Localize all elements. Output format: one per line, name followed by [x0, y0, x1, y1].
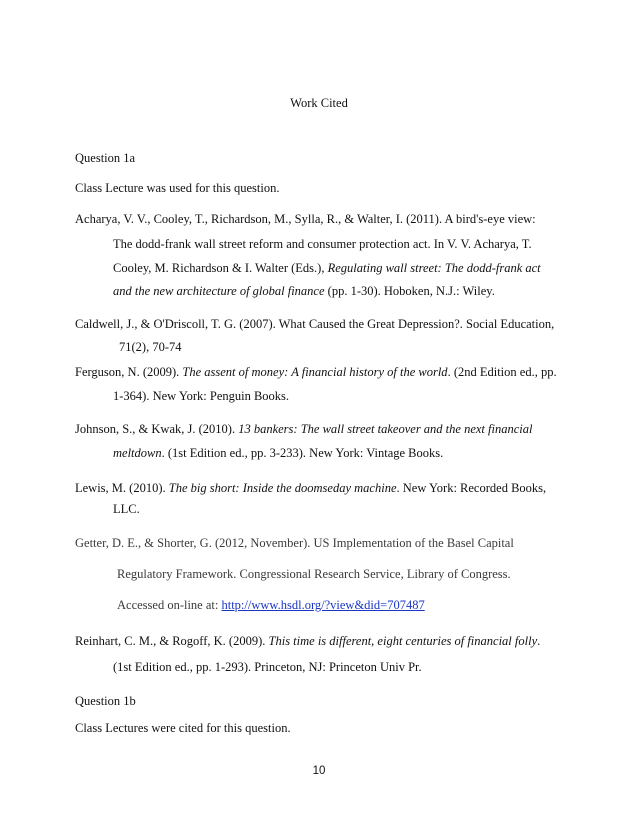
- ref-ferguson-line2: 1-364). New York: Penguin Books.: [113, 389, 290, 403]
- ref-acharya-book-title-cont: and the new architecture of global finance: [113, 284, 325, 298]
- page-number: 10: [312, 765, 326, 777]
- question-1a-note: Class Lecture was used for this question.: [75, 181, 280, 195]
- ref-acharya-editors: Cooley, M. Richardson & I. Walter (Eds.),: [113, 261, 328, 275]
- ref-johnson-publisher: . (1st Edition ed., pp. 3-233). New York: Vintage Books.: [161, 446, 444, 460]
- ref-acharya-line4: [113, 283, 495, 299]
- ref-johnson-title: 13 bankers: The wall street takeover and the next financial: [238, 422, 533, 436]
- ref-reinhart-author: Reinhart, C. M., & Rogoff, K. (2009).: [75, 634, 269, 648]
- ref-acharya-line3: [113, 260, 541, 276]
- ref-acharya-book-title: Regulating wall street: The dodd-frank act: [327, 261, 541, 275]
- question-1b-note: Class Lectures were cited for this question.: [75, 721, 291, 735]
- ref-reinhart-title: This time is different, eight centuries of financial folly: [268, 634, 538, 648]
- ref-acharya-line1: Acharya, V. V., Cooley, T., Richardson, M., Sylla, R., & Walter, I. (2011). A bird's-eye view:: [75, 212, 536, 226]
- ref-caldwell-line2: 71(2), 70-74: [119, 340, 182, 354]
- question-1a-heading: Question 1a: [75, 151, 136, 165]
- ref-getter-url-link[interactable]: http://www.hsdl.org/?view&did=707487: [221, 598, 425, 612]
- ref-ferguson-edition: . (2nd Edition ed., pp.: [447, 365, 557, 379]
- ref-acharya-publisher: (pp. 1-30). Hoboken, N.J.: Wiley.: [324, 284, 495, 298]
- ref-reinhart-period: .: [537, 634, 541, 648]
- ref-getter-line3: [117, 597, 425, 613]
- ref-getter-line1: Getter, D. E., & Shorter, G. (2012, November). US Implementation of the Basel Capital: [75, 536, 514, 550]
- ref-lewis-publisher: . New York: Recorded Books,: [396, 481, 547, 495]
- ref-johnson-author: Johnson, S., & Kwak, J. (2010).: [75, 422, 239, 436]
- ref-reinhart-line2: (1st Edition ed., pp. 1-293). Princeton, NJ: Princeton Univ Pr.: [113, 660, 422, 674]
- ref-lewis-line1: [75, 480, 546, 496]
- ref-johnson-line1: [75, 421, 532, 437]
- ref-johnson-title-cont: meltdown: [113, 446, 162, 460]
- ref-ferguson-line1: [75, 364, 557, 380]
- ref-johnson-line2: [113, 445, 443, 461]
- ref-caldwell-line1: Caldwell, J., & O'Driscoll, T. G. (2007). What Caused the Great Depression?. Social Education,: [75, 317, 555, 331]
- ref-reinhart-line1: [75, 633, 540, 649]
- ref-getter-accessed: Accessed on-line at:: [117, 598, 222, 612]
- ref-lewis-author: Lewis, M. (2010).: [75, 481, 169, 495]
- ref-acharya-line2: The dodd-frank wall street reform and consumer protection act. In V. V. Acharya, T.: [113, 237, 532, 251]
- ref-ferguson-title: The assent of money: A financial history of the world: [182, 365, 448, 379]
- ref-lewis-title: The big short: Inside the doomseday machine: [168, 481, 397, 495]
- ref-ferguson-author: Ferguson, N. (2009).: [75, 365, 183, 379]
- ref-lewis-line2: LLC.: [113, 502, 140, 516]
- question-1b-heading: Question 1b: [75, 694, 136, 708]
- page-title: Work Cited: [290, 96, 348, 110]
- ref-getter-line2: Regulatory Framework. Congressional Research Service, Library of Congress.: [117, 567, 511, 581]
